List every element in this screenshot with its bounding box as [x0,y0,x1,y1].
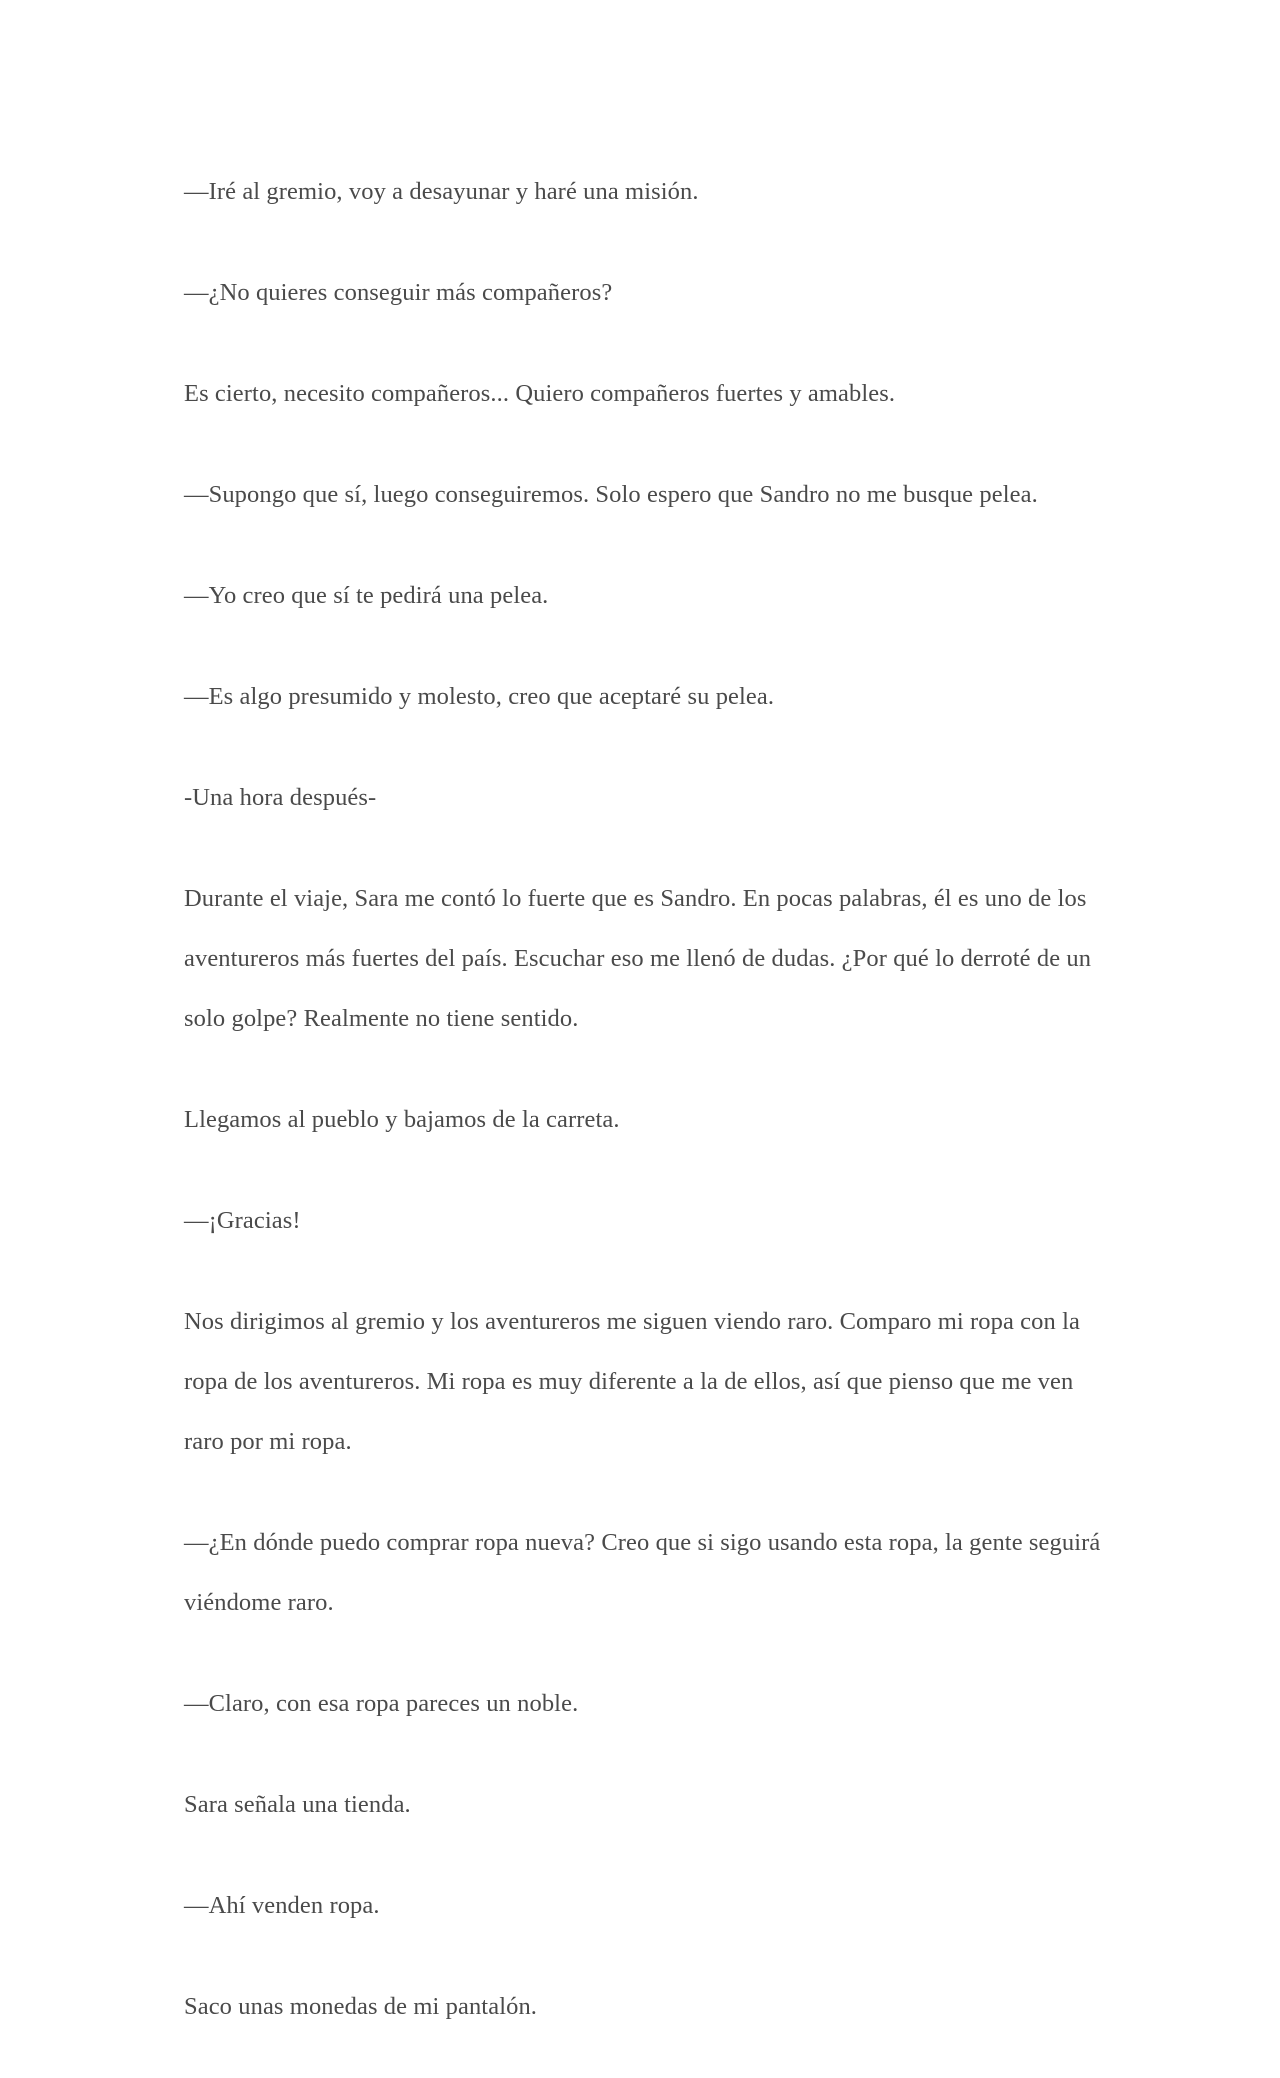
paragraph-8: Durante el viaje, Sara me contó lo fuerte que es Sandro. En pocas palabras, él es uno de los aventureros más fuertes del país. Escuchar eso me llenó de dudas. ¿Por qué lo derroté de un solo golpe? Realmente no tiene sentido. [184,885,1092,1032]
paragraph-15: —Ahí venden ropa. [184,1892,380,1919]
paragraph-10: —¡Gracias! [184,1207,301,1234]
paragraph-12: —¿En dónde puedo comprar ropa nueva? Creo que si sigo usando esta ropa, la gente seguirá viéndome raro. [184,1529,1101,1616]
paragraph-5: —Yo creo que sí te pedirá una pelea. [184,582,549,609]
paragraph-4: —Supongo que sí, luego conseguiremos. Solo espero que Sandro no me busque pelea. [184,481,1038,508]
paragraph-3: Es cierto, necesito compañeros... Quiero compañeros fuertes y amables. [184,380,896,407]
paragraph-6: —Es algo presumido y molesto, creo que aceptaré su pelea. [184,683,775,710]
paragraph-14: Sara señala una tienda. [184,1791,411,1818]
paragraph-1: —Iré al gremio, voy a desayunar y haré una misión. [184,178,699,205]
paragraph-13: —Claro, con esa ropa pareces un noble. [184,1690,579,1717]
paragraph-2: —¿No quieres conseguir más compañeros? [184,279,613,306]
paragraph-9: Llegamos al pueblo y bajamos de la carreta. [184,1106,620,1133]
paragraph-7: -Una hora después- [184,784,377,811]
document-page [184,180,1104,2078]
paragraph-16: Saco unas monedas de mi pantalón. [184,1993,538,2020]
paragraph-11: Nos dirigimos al gremio y los aventureros me siguen viendo raro. Comparo mi ropa con la ropa de los aventureros. Mi ropa es muy diferente a la de ellos, así que pienso que me ven raro por mi ropa. [184,1308,1080,1455]
